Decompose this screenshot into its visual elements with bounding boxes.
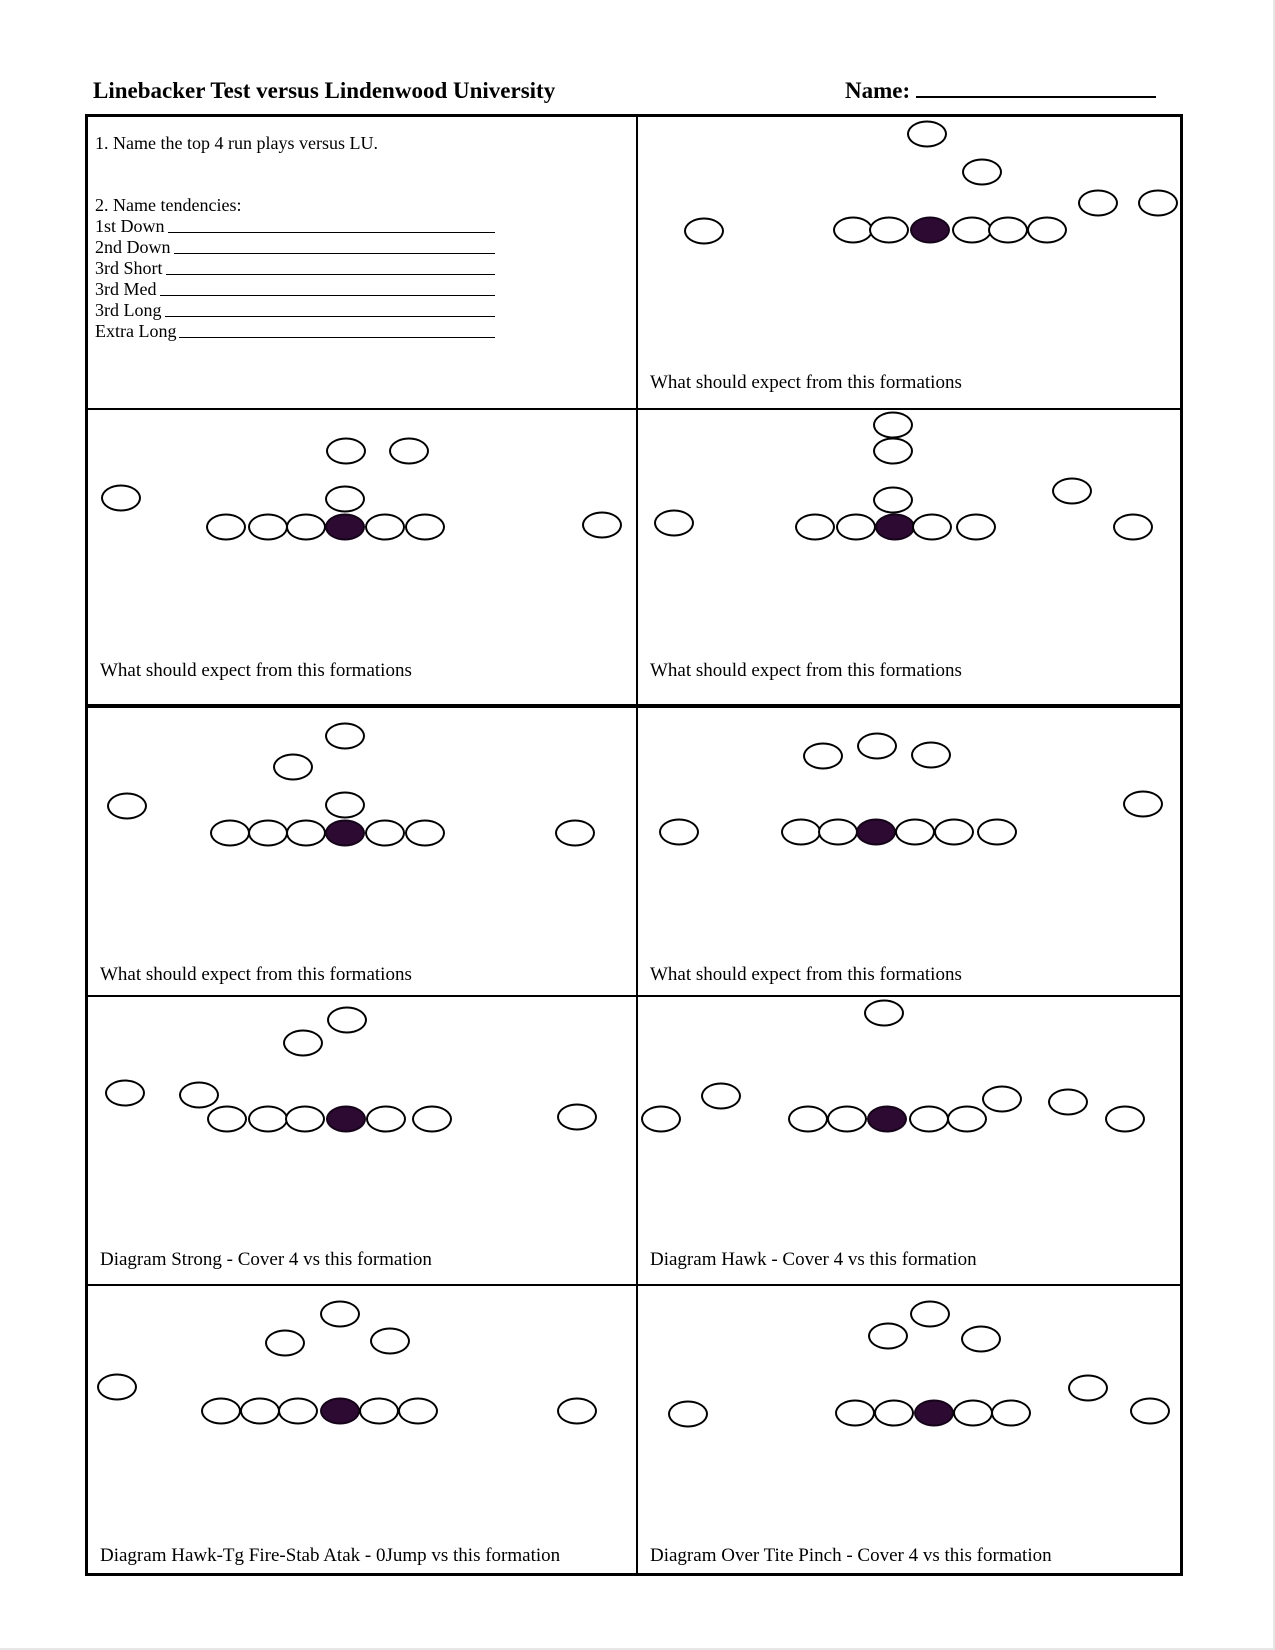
player-oval <box>1123 790 1163 817</box>
tendency-row <box>95 279 495 300</box>
center-oval <box>856 819 896 846</box>
player-oval <box>907 120 947 147</box>
player-oval <box>659 819 699 846</box>
player-oval <box>248 514 288 541</box>
formation-caption: What should expect from this formations <box>650 660 962 681</box>
player-oval <box>325 791 365 818</box>
player-oval <box>818 819 858 846</box>
player-oval <box>1130 1398 1170 1425</box>
table-row-4 <box>88 995 1180 1284</box>
player-oval <box>286 820 326 847</box>
formation-caption: What should expect from this formations <box>650 964 962 985</box>
player-oval <box>240 1398 280 1425</box>
player-oval <box>389 437 429 464</box>
tendency-label: 3rd Long <box>95 300 162 320</box>
center-oval <box>875 514 915 541</box>
tendency-blank-line <box>179 321 495 338</box>
player-oval <box>325 722 365 749</box>
player-oval <box>910 1300 950 1327</box>
tendency-label: 3rd Med <box>95 279 157 299</box>
player-oval <box>909 1106 949 1133</box>
player-oval <box>641 1106 681 1133</box>
player-oval <box>911 742 951 769</box>
tendency-list <box>95 216 636 342</box>
center-oval <box>325 514 365 541</box>
formation-caption: What should expect from this formations <box>100 660 412 681</box>
player-oval <box>991 1400 1031 1427</box>
player-oval <box>1052 477 1092 504</box>
formation-cell-r2c2 <box>638 410 1180 704</box>
table-row-2 <box>88 408 1180 704</box>
tendency-row <box>95 300 495 321</box>
player-oval <box>97 1374 137 1401</box>
tendency-row <box>95 237 495 258</box>
player-oval <box>278 1398 318 1425</box>
player-oval <box>795 514 835 541</box>
tendency-blank-line <box>160 279 496 296</box>
player-oval <box>201 1398 241 1425</box>
player-oval <box>827 1106 867 1133</box>
formation-cell-r1c2 <box>638 117 1180 408</box>
player-oval <box>781 819 821 846</box>
question-1: 1. Name the top 4 run plays versus LU. <box>95 133 378 153</box>
player-oval <box>370 1327 410 1354</box>
player-oval <box>654 510 694 537</box>
player-oval <box>977 819 1017 846</box>
player-oval <box>1048 1089 1088 1116</box>
player-oval <box>988 216 1028 243</box>
player-oval <box>947 1106 987 1133</box>
player-oval <box>405 820 445 847</box>
center-oval <box>910 216 950 243</box>
table-row-5 <box>88 1284 1180 1573</box>
formation-cell-r5c1 <box>88 1286 638 1573</box>
player-oval <box>961 1325 1001 1352</box>
player-oval <box>1138 190 1178 217</box>
player-oval <box>207 1106 247 1133</box>
player-oval <box>857 732 897 759</box>
questions-cell <box>88 117 638 408</box>
tendency-label: Extra Long <box>95 321 177 341</box>
center-oval <box>325 820 365 847</box>
player-oval <box>788 1106 828 1133</box>
player-oval <box>873 487 913 514</box>
player-oval <box>953 1400 993 1427</box>
player-oval <box>869 216 909 243</box>
player-oval <box>895 819 935 846</box>
formation-caption: Diagram Over Tite Pinch - Cover 4 vs this formation <box>650 1545 1052 1566</box>
center-oval <box>867 1106 907 1133</box>
player-oval <box>701 1083 741 1110</box>
player-oval <box>835 1400 875 1427</box>
player-oval <box>101 485 141 512</box>
tendency-label: 3rd Short <box>95 258 163 278</box>
formation-cell-r4c1 <box>88 997 638 1284</box>
tendency-blank-line <box>168 216 495 233</box>
formation-cell-r2c1 <box>88 410 638 704</box>
question-2: 2. Name tendencies: <box>95 195 242 215</box>
player-oval <box>365 820 405 847</box>
player-oval <box>325 486 365 513</box>
name-field <box>845 78 1156 104</box>
worksheet-table <box>85 114 1183 1576</box>
player-oval <box>934 819 974 846</box>
player-oval <box>864 999 904 1026</box>
player-oval <box>359 1398 399 1425</box>
player-oval <box>365 514 405 541</box>
player-oval <box>1105 1106 1145 1133</box>
player-oval <box>179 1082 219 1109</box>
tendency-blank-line <box>174 237 496 254</box>
player-oval <box>412 1106 452 1133</box>
formation-caption: What should expect from this formations <box>650 372 962 393</box>
tendency-label: 2nd Down <box>95 237 171 257</box>
player-oval <box>107 792 147 819</box>
player-oval <box>668 1401 708 1428</box>
player-oval <box>105 1080 145 1107</box>
player-oval <box>803 743 843 770</box>
player-oval <box>684 218 724 245</box>
player-oval <box>286 514 326 541</box>
player-oval <box>285 1106 325 1133</box>
formation-cell-r3c1 <box>88 708 638 995</box>
player-oval <box>1027 216 1067 243</box>
player-oval <box>206 514 246 541</box>
formation-cell-r3c2 <box>638 708 1180 995</box>
table-row-1 <box>88 117 1180 408</box>
player-oval <box>1068 1375 1108 1402</box>
center-oval <box>320 1398 360 1425</box>
player-oval <box>952 216 992 243</box>
player-oval <box>210 820 250 847</box>
player-oval <box>557 1104 597 1131</box>
player-oval <box>320 1300 360 1327</box>
player-oval <box>956 514 996 541</box>
player-oval <box>248 820 288 847</box>
player-oval <box>982 1086 1022 1113</box>
player-oval <box>962 158 1002 185</box>
center-oval <box>326 1106 366 1133</box>
player-oval <box>557 1398 597 1425</box>
tendency-row <box>95 258 495 279</box>
player-oval <box>327 1006 367 1033</box>
player-oval <box>874 1400 914 1427</box>
player-oval <box>873 411 913 438</box>
formation-caption: What should expect from this formations <box>100 964 412 985</box>
player-oval <box>1113 514 1153 541</box>
tendency-blank-line <box>166 258 496 275</box>
player-oval <box>836 514 876 541</box>
player-oval <box>366 1106 406 1133</box>
tendency-label: 1st Down <box>95 216 165 236</box>
player-oval <box>283 1029 323 1056</box>
player-oval <box>868 1322 908 1349</box>
player-oval <box>555 820 595 847</box>
tendency-blank-line <box>165 300 496 317</box>
tendency-row <box>95 321 495 342</box>
formation-caption: Diagram Strong - Cover 4 vs this formation <box>100 1249 432 1270</box>
formation-cell-r4c2 <box>638 997 1180 1284</box>
table-row-3 <box>88 704 1180 995</box>
player-oval <box>1078 190 1118 217</box>
player-oval <box>873 437 913 464</box>
tendency-row <box>95 216 495 237</box>
formation-caption: Diagram Hawk - Cover 4 vs this formation <box>650 1249 977 1270</box>
player-oval <box>248 1106 288 1133</box>
player-oval <box>326 437 366 464</box>
formation-caption: Diagram Hawk-Tg Fire-Stab Atak - 0Jump vs this formation <box>100 1545 561 1566</box>
player-oval <box>273 754 313 781</box>
center-oval <box>914 1400 954 1427</box>
player-oval <box>833 216 873 243</box>
page-title: Linebacker Test versus Lindenwood University <box>93 78 556 103</box>
formation-cell-r5c2 <box>638 1286 1180 1573</box>
name-blank-line <box>916 78 1156 98</box>
name-label: Name: <box>845 78 911 103</box>
player-oval <box>398 1398 438 1425</box>
player-oval <box>265 1329 305 1356</box>
player-oval <box>912 514 952 541</box>
player-oval <box>582 512 622 539</box>
player-oval <box>405 514 445 541</box>
